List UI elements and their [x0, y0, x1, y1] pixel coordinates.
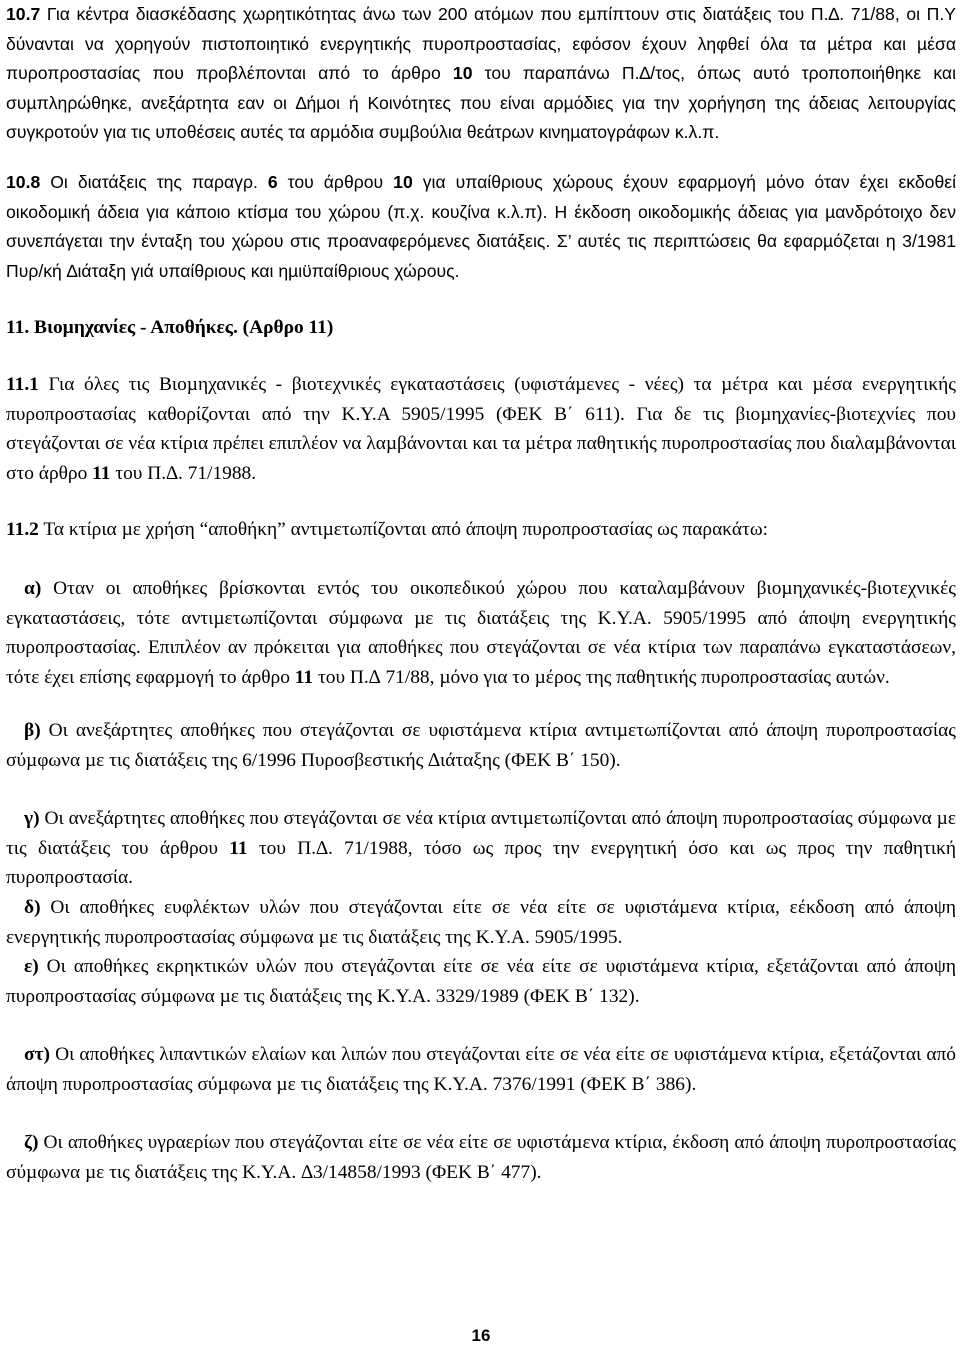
paragraph-text: για υπαίθριους χώρους έχουν εφαρµογή µόνο όταν έχει εκδοθεί οικοδοµική άδεια για κάποιο κτίσµα του χώρου (π.χ. κουζίνα κ.λ.π). Η έκδοση οικοδοµικής άδειας για µανδρότοιχο δεν συνεπάγεται την ένταξη του χώρου στις προαναφερόµενες διατάξεις. Σ’ αυτές τις περιπτώσεις θα εφαρµόζεται η 3/1981 Πυρ/κή ∆ιάταξη γιά υπαίθριους και ηµιϋπαίθριους χώρους. [6, 172, 957, 281]
paragraph-number: 6 [267, 172, 278, 192]
paragraph-text: Για όλες τις Βιοµηχανικές - βιοτεχνικές εγκαταστάσεις (υφιστάµενες - νέες) τα µέτρα και µέσα ενεργητικής πυροπροστασίας καθορίζονται από την Κ.Υ.Α 5905/1995 (ΦΕΚ Β΄ 611). Για δε τις βιοµηχανίες-βιοτεχνίες που στεγάζονται σε νέα κτίρια πρέπει επιπλέον να λαµβάνονται και τα µέτρα παθητικής πυροπροστασίας που διαλαµβάνονται στο άρθρο [6, 374, 956, 484]
item-label: β) [24, 720, 41, 741]
article-number: 10 [393, 172, 413, 192]
paragraph-text: Οι διατάξεις της παραγρ. [40, 172, 268, 192]
item-e [6, 952, 956, 1011]
item-text: Οι ανεξάρτητες αποθήκες που στεγάζονται σε νέα κτίρια αντιµετωπίζονται από άποψη πυροπροστασίας σύµφωνα µε τις διατάξεις του άρθρου [6, 808, 956, 859]
item-d [6, 893, 956, 952]
section-11-1 [6, 370, 956, 488]
item-text: Οι αποθήκες λιπαντικών ελαίων και λιπών που στεγάζονται είτε σε νέα είτε σε υφιστάµενα κτίρια, εξετάζονται από άποψη πυροπροστασίας σύµφωνα µε τις διατάξεις της Κ.Υ.Α. 7376/1991 (ΦΕΚ Β΄ 386). [6, 1044, 956, 1095]
item-st [6, 1040, 956, 1099]
page-number: 16 [471, 1326, 491, 1345]
heading-article-11 [6, 313, 956, 343]
paragraph-text: του παραπάνω Π.∆/τος, όπως αυτό τροποποιήθηκε και συµπληρώθηκε, ανεξάρτητα εαν οι ∆ήµοι ή Κοινότητες που είναι αρµόδιες για την χορήγηση της άδειας λειτουργίας συγκροτούν για τις υποθέσεις αυτές τα αρµόδια συµβούλια θεάτρων κινηµατογράφων κ.λ.π. [6, 63, 956, 143]
item-label: δ) [24, 897, 41, 918]
item-text: Οι αποθήκες υγραερίων που στεγάζονται είτε σε νέα είτε σε υφιστάµενα κτίρια, έκδοση από άποψη πυροπροστασίας σύµφωνα µε τις διατάξεις της Κ.Υ.Α. ∆3/14858/1993 (ΦΕΚ Β΄ 477). [6, 1132, 956, 1183]
paragraph-text: Τα κτίρια µε χρήση “αποθήκη” αντιµετωπίζονται από άποψη πυροπροστασίας ως παρακάτω: [38, 519, 768, 540]
paragraph-text: του Π.∆. 71/1988. [110, 462, 257, 484]
item-a [6, 574, 956, 692]
section-number: 10.7 [6, 4, 41, 24]
section-10-7 [6, 0, 956, 148]
section-number: 11.2 [6, 519, 39, 540]
article-number: 10 [452, 63, 473, 84]
paragraph-text: του άρθρου [277, 172, 394, 192]
article-number: 11 [229, 837, 248, 859]
section-11-2 [6, 515, 956, 545]
section-number: 10.8 [6, 172, 41, 192]
item-z [6, 1128, 956, 1187]
paragraph-text: Για κέντρα διασκέδασης χωρητικότητας άνω των 200 ατόµων που εµπίπτουν στις διατάξεις του Π.∆. 71/88, οι Π.Υ δύνανται να χορηγούν πιστοποιητικό ενεργητικής πυροπροστασίας, εφόσον έχουν ληφθεί όλα τα µέτρα και µέσα πυροπροστασίας που προβλέπονται από το άρθρο [6, 4, 956, 84]
item-label: στ) [24, 1044, 50, 1065]
item-label: ε) [24, 956, 39, 977]
item-text: του Π.∆. 71/1988, τόσο ως προς την ενεργητική όσο και ως προς την παθητική πυροπροστασία. [6, 837, 956, 889]
item-text: Οι αποθήκες ευφλέκτων υλών που στεγάζονται είτε σε νέα είτε σε υφιστάµενα κτίρια, εέκδοση από άποψη ενεργητικής πυροπροστασίας σύµφωνα µε τις διατάξεις της Κ.Υ.Α. 5905/1995. [6, 897, 956, 948]
document-page [6, 0, 956, 1354]
section-number: 11.1 [6, 374, 39, 395]
item-text: Οι ανεξάρτητες αποθήκες που στεγάζονται σε υφιστάµενα κτίρια αντιµετωπίζονται από άποψη πυροπροστασίας σύµφωνα µε τις διατάξεις της 6/1996 Πυροσβεστικής ∆ιάταξης (ΦΕΚ Β΄ 150). [6, 720, 956, 771]
item-label: γ) [24, 808, 40, 829]
article-number: 11 [92, 462, 111, 484]
article-number: 11 [294, 666, 314, 688]
item-text: του Π.∆ 71/88, µόνο για το µέρος της παθητικής πυροπροστασίας αυτών. [313, 666, 890, 688]
item-text: Οταν οι αποθήκες βρίσκονται εντός του οικοπεδικού χώρου που καταλαµβάνουν βιοµηχανικές-βιοτεχνικές εγκαταστάσεις, τότε αντιµετωπίζονται σύµφωνα µε τις διατάξεις της Κ.Υ.Α. 5905/1995 από άποψη ενεργητικής πυροπροστασίας. Επιπλέον αν πρόκειται για αποθήκες που στεγάζονται σε νέα κτίρια των παραπάνω εγκαταστάσεων, τότε έχει επίσης εφαρµογή το άρθρο [6, 578, 956, 688]
item-b [6, 716, 956, 775]
heading-text: 11. Βιοµηχανίες - Αποθήκες. (Αρθρο 11) [6, 317, 334, 338]
item-text: Οι αποθήκες εκρηκτικών υλών που στεγάζονται είτε σε νέα είτε σε υφιστάµενα κτίρια, εξετάζονται από άποψη πυροπροστασίας σύµφωνα µε τις διατάξεις της Κ.Υ.Α. 3329/1989 (ΦΕΚ Β΄ 132). [6, 956, 956, 1007]
item-label: ζ) [24, 1132, 39, 1153]
item-c [6, 804, 956, 893]
section-10-8 [6, 168, 956, 286]
item-label: α) [24, 578, 42, 599]
